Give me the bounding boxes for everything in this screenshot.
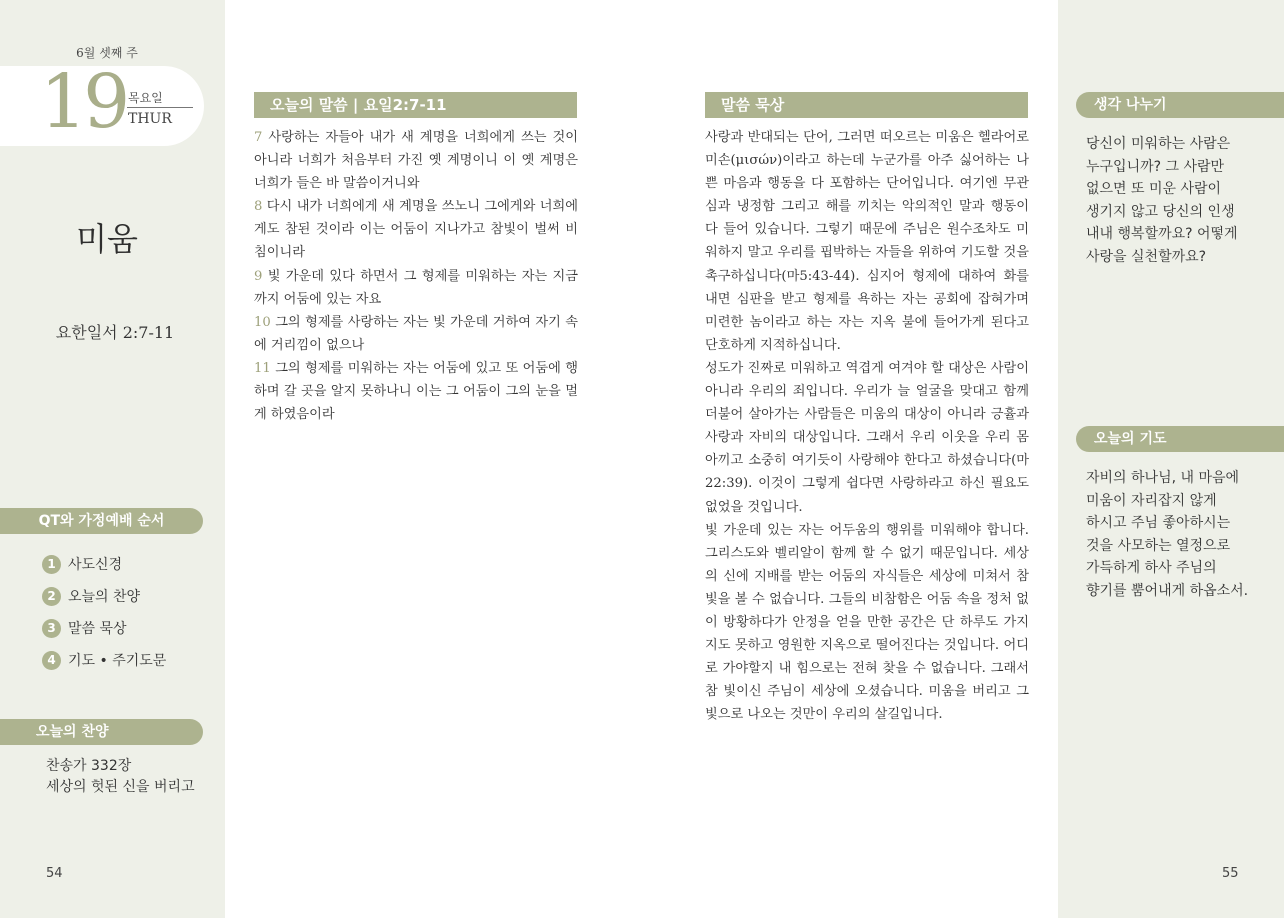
verse (254, 265, 578, 311)
share-line: 내내 행복할까요? 어떻게 (1086, 226, 1238, 242)
prayer-section-title: 오늘의 기도 (1076, 426, 1284, 452)
praise-text (46, 756, 195, 798)
share-line: 사랑을 실천할까요? (1086, 248, 1207, 265)
meditation-section-title: 말씀 묵상 (705, 92, 1028, 118)
verse (254, 357, 578, 426)
scripture-reference: 요한일서 2:7-11 (55, 323, 175, 342)
order-item-label: 기도 • 주기도문 (68, 653, 167, 669)
praise-hymn-title: 세상의 헛된 신을 버리고 (46, 779, 195, 795)
meditation-paragraph: 성도가 진짜로 미워하고 역겹게 여겨야 할 대상은 사람이 아니라 우리의 죄입니다. 우리가 늘 얼굴을 맞대고 함께 더불어 살아가는 사람들은 미움의 대상이 아니라 긍휼과 사랑과 자비의 대상입니다. 그래서 우리 이웃을 우리 몸 아끼고 소중히 여기듯이 사랑해야 한다고 하셨습니다(마22:39). 이것이 그렇게 쉽다면 사랑하라고 하신 필요도 없었을 것입니다. (705, 360, 1029, 515)
week-label: 6월 셋째 주 (76, 46, 138, 60)
prayer-line: 미움이 자리잡지 않게 (1086, 492, 1217, 509)
order-item-label: 말씀 묵상 (68, 621, 127, 637)
order-number-badge: 1 (42, 555, 61, 574)
weekday-korean: 목요일 (128, 91, 163, 105)
praise-section-title: 오늘의 찬양 (0, 719, 203, 745)
weekday-divider (127, 107, 193, 108)
page-number-right: 55 (1222, 866, 1239, 881)
verse-text: 그의 형제를 사랑하는 자는 빛 가운데 거하여 자기 속에 거리낌이 없으나 (254, 314, 578, 353)
share-line: 생기지 않고 당신의 인생 (1086, 203, 1235, 220)
share-section-title: 생각 나누기 (1076, 92, 1284, 118)
prayer-line: 하시고 주님 좋아하시는 (1086, 515, 1231, 531)
prayer-line: 것을 사모하는 열정으로 (1086, 537, 1231, 554)
day-number: 19 (40, 59, 127, 145)
page-number-left: 54 (46, 866, 63, 881)
praise-hymn-number: 찬송가 332장 (46, 758, 132, 774)
verse-text: 빛 가운데 있다 하면서 그 형제를 미워하는 자는 지금까지 어둠에 있는 자요 (254, 268, 578, 307)
verse (254, 126, 578, 195)
order-number-badge: 3 (42, 619, 61, 638)
prayer-line: 향기를 뿜어내게 하옵소서. (1086, 582, 1249, 599)
verse (254, 311, 578, 357)
verse-number: 9 (254, 268, 263, 284)
weekday-english: THUR (128, 111, 172, 127)
meditation-body (705, 126, 1029, 726)
prayer-line: 자비의 하나님, 내 마음에 (1086, 470, 1240, 486)
order-number-badge: 4 (42, 651, 61, 670)
order-item-label: 사도신경 (68, 557, 123, 573)
share-line: 없으면 또 미운 사람이 (1086, 181, 1222, 197)
verse-text: 사랑하는 자들아 내가 새 계명을 너희에게 쓰는 것이 아니라 너희가 처음부터 가진 옛 계명이니 이 옛 계명은 너희가 들은 바 말씀이거니와 (254, 130, 578, 192)
word-section-title: 오늘의 말씀 | 요일2:7-11 (254, 92, 577, 118)
order-item (42, 555, 166, 587)
theme-title: 미움 (76, 220, 138, 258)
share-text (1086, 133, 1276, 268)
order-section-title: QT와 가정예배 순서 (0, 508, 203, 534)
order-item (42, 651, 166, 683)
verse-number: 8 (254, 199, 263, 215)
scripture-verses (254, 126, 578, 426)
verse-number: 10 (254, 314, 271, 330)
order-item (42, 587, 166, 619)
verse-number: 11 (254, 360, 271, 376)
verse-text: 그의 형제를 미워하는 자는 어둠에 있고 또 어둠에 행하며 갈 곳을 알지 못하나니 이는 그 어둠이 그의 눈을 멀게 하였음이라 (254, 360, 578, 423)
order-number-badge: 2 (42, 587, 61, 606)
prayer-text (1086, 467, 1276, 602)
meditation-paragraph: 사랑과 반대되는 단어, 그러면 떠오르는 미움은 헬라어로 미손(μισών)이라고 하는데 누군가를 아주 싫어하는 나쁜 마음과 행동을 다 포함하는 단어입니다. 여기엔 무관심과 냉정함 그리고 해를 끼치는 악의적인 말과 행동이 다 들어 있습니다. 그렇기 때문에 주님은 원수조차도 미워하지 말고 우리를 핍박하는 자들을 위하여 기도할 것을 촉구하십니다(마5:43-44). 심지어 형제에 대하여 화를 내면 심판을 받고 형제를 욕하는 자는 공회에 잡혀가며 미련한 놈이라고 하는 자는 지옥 불에 들어가게 된다고 단호하게 지적하십니다. (705, 130, 1029, 353)
order-item-label: 오늘의 찬양 (68, 589, 141, 605)
verse (254, 195, 578, 264)
order-list (42, 555, 166, 683)
order-item (42, 619, 166, 651)
prayer-line: 가득하게 하사 주님의 (1086, 560, 1217, 576)
meditation-paragraph: 빛 가운데 있는 자는 어두움의 행위를 미워해야 합니다. 그리스도와 벨리알이 함께 할 수 없기 때문입니다. 세상의 신에 지배를 받는 어둠의 자식들은 세상에 미쳐서 참 빛을 볼 수 없습니다. 그들의 비참함은 어둠 속을 정처 없이 방황하다가 안정을 얻을 만한 공간은 단 하루도 가지지도 못하고 영원한 지옥으로 떨어진다는 것입니다. 어디로 가야할지 내 힘으로는 전혀 찾을 수 없습니다. 그래서 참 빛이신 주님이 세상에 오셨습니다. 미움을 버리고 그 빛으로 나오는 것만이 우리의 살길입니다. (705, 522, 1029, 723)
verse-text: 다시 내가 너희에게 새 계명을 쓰노니 그에게와 너희에게도 참된 것이라 이는 어둠이 지나가고 참빛이 벌써 비침이니라 (254, 199, 578, 261)
verse-number: 7 (254, 130, 263, 145)
share-line: 누구입니까? 그 사람만 (1086, 158, 1225, 175)
share-line: 당신이 미워하는 사람은 (1086, 136, 1231, 152)
